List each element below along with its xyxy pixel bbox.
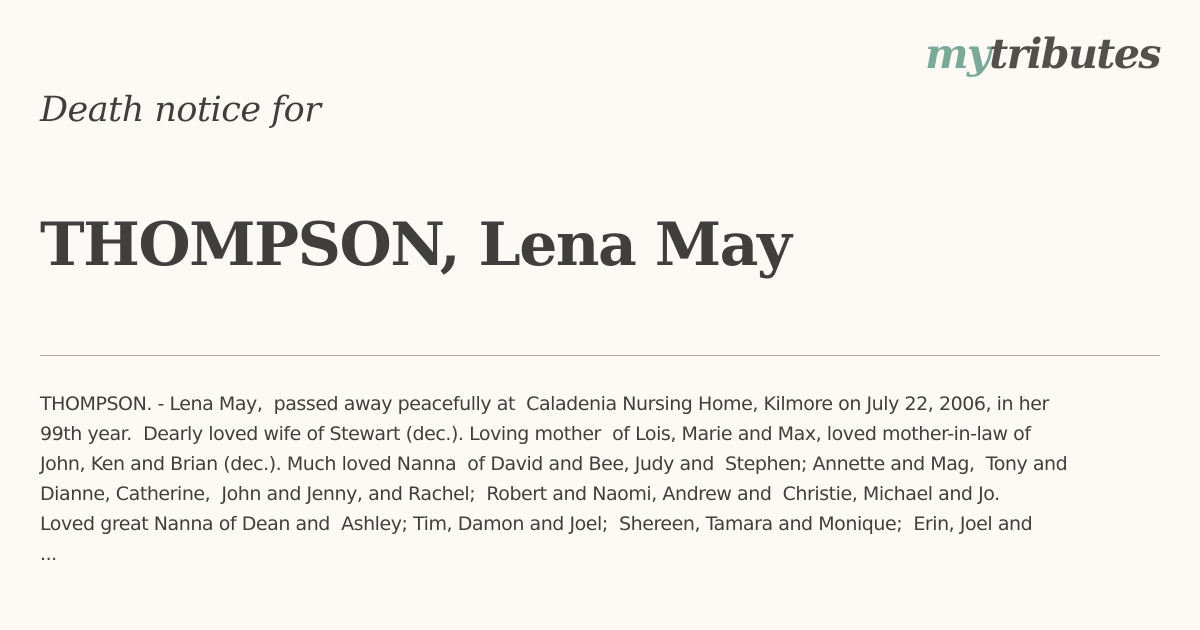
mytributes-logo[interactable] [925,30,1160,78]
logo-my: my [925,30,990,78]
notice-line: 99th year. Dearly loved wife of Stewart (dec.). Loving mother of Lois, Marie and Max, loved mother-in-law of [40,423,1031,445]
notice-line: John, Ken and Brian (dec.). Much loved Nanna of David and Bee, Judy and Stephen; Annette and Mag, Tony and [40,453,1068,475]
notice-line: Loved great Nanna of Dean and Ashley; Tim, Damon and Joel; Shereen, Tamara and Monique; Erin, Joel and [40,513,1033,535]
page-subtitle: Death notice for [40,90,321,130]
deceased-name: THOMPSON, Lena May [40,210,791,280]
notice-line: Dianne, Catherine, John and Jenny, and Rachel; Robert and Naomi, Andrew and Christie, Michael and Jo. [40,483,1000,505]
logo-tributes: tributes [989,30,1160,78]
divider [40,355,1160,356]
notice-text [40,389,1180,569]
notice-ellipsis: ... [40,543,57,565]
notice-line: THOMPSON. - Lena May, passed away peacefully at Caladenia Nursing Home, Kilmore on July 22, 2006, in her [40,393,1049,415]
